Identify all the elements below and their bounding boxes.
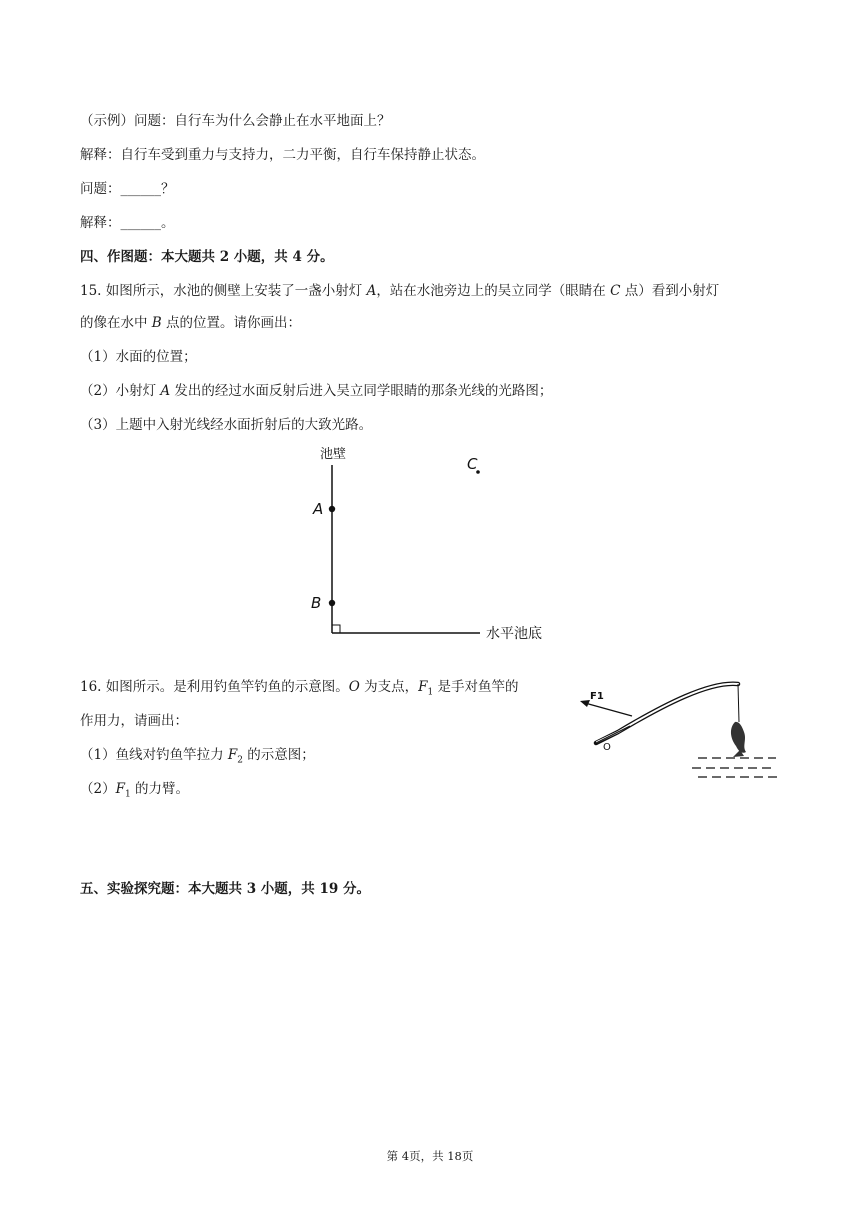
blank-explanation: 解释：______。 xyxy=(80,215,175,231)
fish xyxy=(731,722,746,753)
q15-item1: （1）水面的位置； xyxy=(80,349,197,365)
wall-label: 池壁 xyxy=(320,447,347,462)
bottom-label: 水平池底 xyxy=(486,626,542,642)
page-footer: 第 4页，共 18页 xyxy=(386,1149,474,1163)
q16-line2: 作用力，请画出： xyxy=(80,713,188,729)
force-arrowhead xyxy=(580,700,590,707)
blank-question: 问题：______？ xyxy=(80,181,175,197)
pivot-label: O xyxy=(603,742,611,753)
label-A: A xyxy=(313,500,324,518)
pool-diagram xyxy=(300,440,570,645)
fishing-rod xyxy=(596,684,738,743)
force-arrow-line xyxy=(585,703,632,716)
q15-line2: 的像在水中 B 点的位置。请你画出： xyxy=(80,315,302,331)
section5-heading: 五、实验探究题：本大题共 3 小题，共 19 分。 xyxy=(80,881,370,897)
q15-item2: （2）小射灯 A 发出的经过水面反射后进入吴立同学眼睛的那条光线的光路图； xyxy=(80,383,553,399)
section4-heading: 四、作图题：本大题共 2 小题，共 4 分。 xyxy=(80,249,334,265)
example-explanation: 解释：自行车受到重力与支持力，二力平衡，自行车保持静止状态。 xyxy=(80,147,485,163)
q16-line1: 16. 如图所示。是利用钓鱼竿钓鱼的示意图。O 为支点，$F_1$ 是手对鱼竿的 xyxy=(80,679,519,698)
fishing-rod-diagram xyxy=(570,676,790,786)
example-question: （示例）问题：自行车为什么会静止在水平地面上？ xyxy=(80,113,391,129)
q15-item3: （3）上题中入射光线经水面折射后的大致光路。 xyxy=(80,417,373,433)
rod-handle xyxy=(596,726,630,743)
right-angle-mark xyxy=(332,625,340,633)
fishing-line xyxy=(738,684,739,722)
force-label: F1 xyxy=(590,691,604,702)
point-B xyxy=(329,600,335,606)
label-C: C xyxy=(467,455,478,473)
point-A xyxy=(329,506,335,512)
label-B: B xyxy=(311,594,322,612)
q16-item1: （1）鱼线对钓鱼竿拉力 $F_2$ 的示意图； xyxy=(80,747,315,766)
q16-item2: $(2)F_1$ 的力臂。 xyxy=(80,781,189,800)
q15-line1: 15. 如图所示，水池的侧壁上安装了一盏小射灯 A，站在水池旁边上的吴立同学（眼睛在 C 点）看到小射灯 xyxy=(80,283,720,299)
